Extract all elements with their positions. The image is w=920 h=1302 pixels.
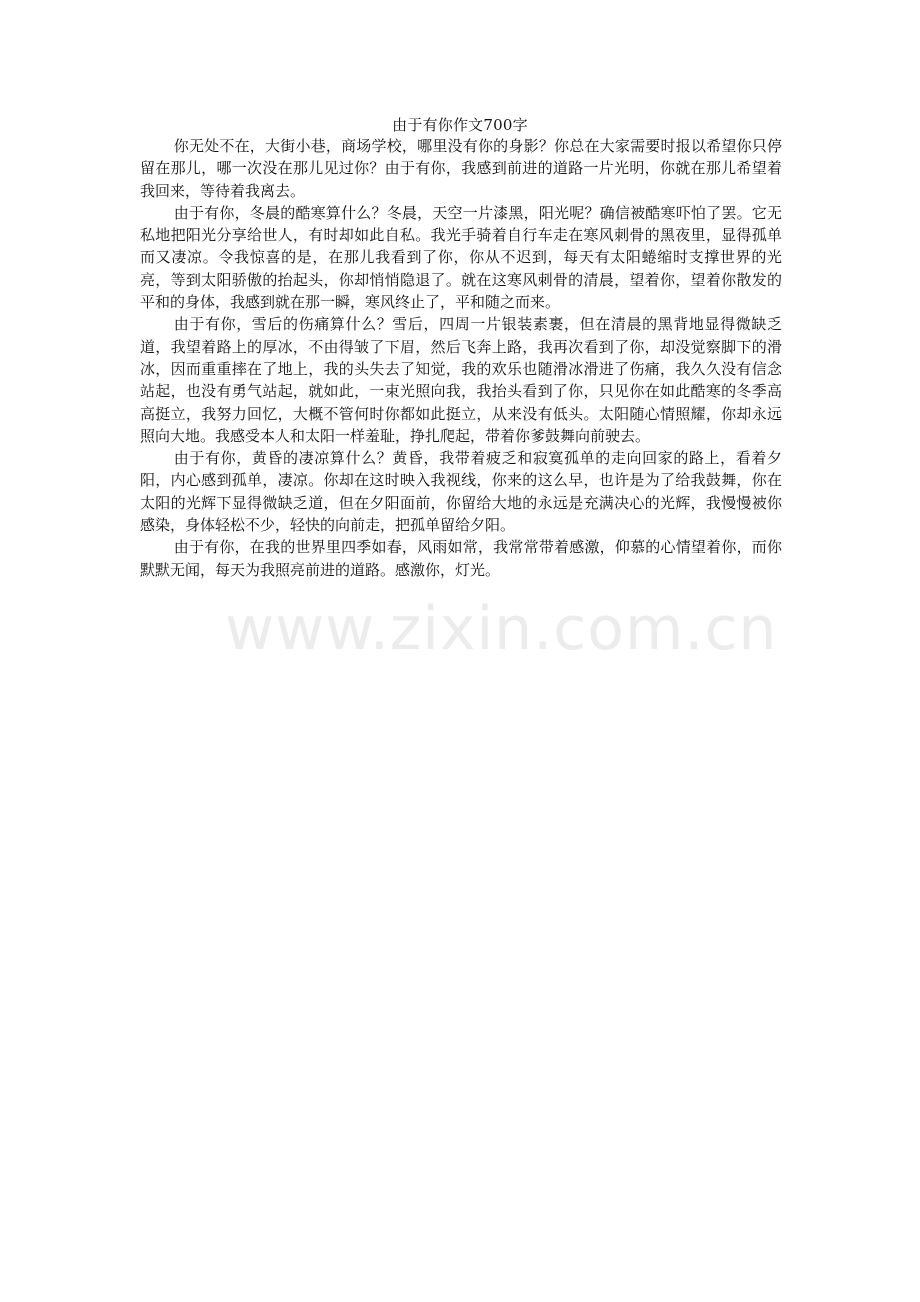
document-title: 由于有你作文700字 [392, 116, 528, 134]
watermark: www.zixin.com.cn [225, 594, 778, 664]
paragraph: 由于有你，雪后的伤痛算什么？雪后，四周一片银装素裹，但在清晨的黑背地显得微缺乏道，我望着路上的厚冰，不由得皱了下眉，然后飞奔上路，我再次看到了你，却没觉察脚下的滑冰，因而重重摔在了地上，我的头失去了知觉，我的欢乐也随滑冰滑进了伤痛，我久久没有信念站起，也没有勇气站起，就如此，一束光照向我，我抬头看到了你，只见你在如此酷寒的冬季高高挺立，我努力回忆，大概不管何时你都如此挺立，从来没有低头。太阳随心情照耀，你却永远照向大地。我感受本人和太阳一样羞耻，挣扎爬起，带着你爹鼓舞向前驶去。 [140, 315, 782, 445]
document-body [140, 135, 782, 581]
paragraph: 你无处不在，大街小巷，商场学校，哪里没有你的身影？你总在大家需要时报以希望你只停留在那儿，哪一次没在那儿见过你？由于有你，我感到前进的道路一片光明，你就在那儿希望着我回来，等待着我离去。 [140, 137, 782, 200]
paragraph: 由于有你，在我的世界里四季如春，风雨如常，我常常带着感激，仰慕的心情望着你，而你默默无闻，每天为我照亮前进的道路。感激你，灯光。 [140, 538, 782, 579]
paragraph: 由于有你，黄昏的凄凉算什么？黄昏，我带着疲乏和寂寞孤单的走向回家的路上，看着夕阳，内心感到孤单，凄凉。你却在这时映入我视线，你来的这么早，也许是为了给我鼓舞，你在太阳的光辉下显得微缺乏道，但在夕阳面前，你留给大地的永远是充满决心的光辉，我慢慢被你感染，身体轻松不少，轻快的向前走，把孤单留给夕阳。 [140, 449, 782, 535]
paragraph: 由于有你，冬晨的酷寒算什么？冬晨，天空一片漆黑，阳光呢？确信被酷寒吓怕了罢。它无私地把阳光分享给世人，有时却如此自私。我光手骑着自行车走在寒风刺骨的黑夜里，显得孤单而又凄凉。令我惊喜的是，在那儿我看到了你，你从不迟到，每天有太阳蜷缩时支撑世界的光亮，等到太阳骄傲的抬起头，你却悄悄隐退了。就在这寒风刺骨的清晨，望着你，望着你散发的平和的身体，我感到就在那一瞬，寒风终止了，平和随之而来。 [140, 203, 782, 312]
